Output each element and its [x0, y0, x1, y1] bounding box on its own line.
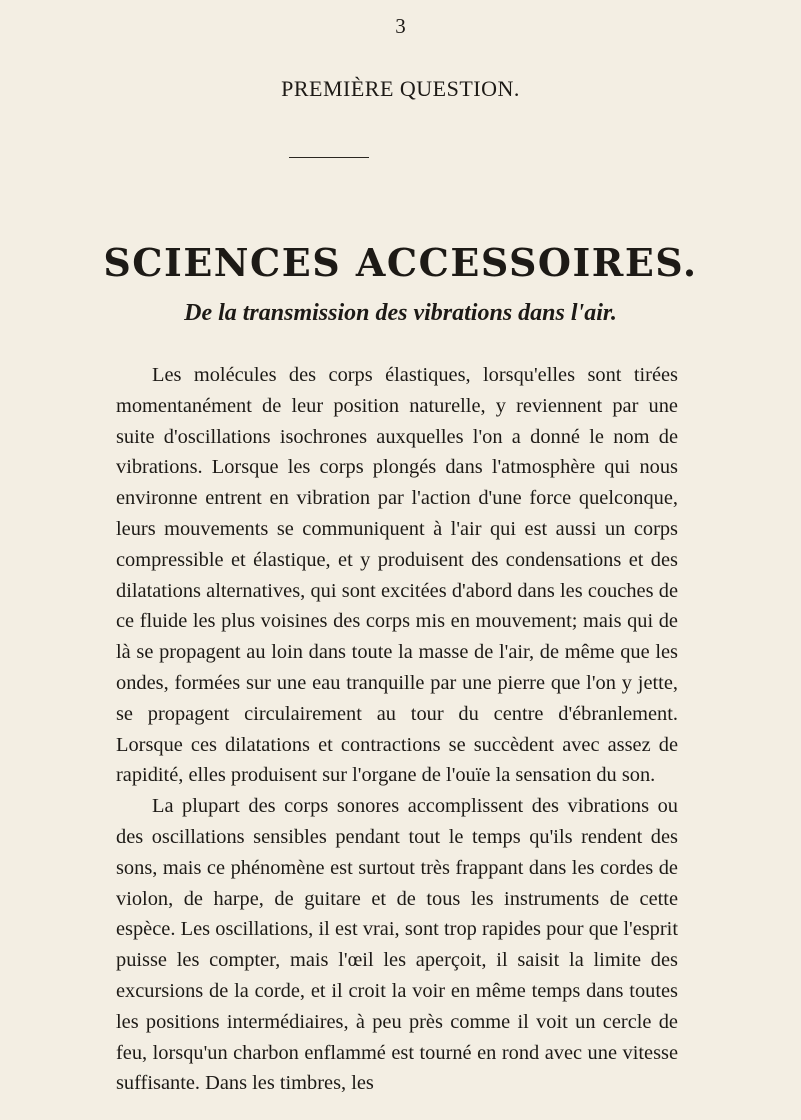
body-text — [116, 360, 678, 1099]
question-heading: PREMIÈRE QUESTION. — [281, 76, 520, 101]
page-number: 3 — [395, 14, 406, 38]
separator-rule — [289, 157, 369, 158]
paragraph: La plupart des corps sonores accomplissent des vibrations ou des oscillations sensibles pendant tout le temps qu'ils rendent des sons, mais ce phénomène est surtout très frappant dans les cordes de violon, de harpe, de guitare et de tous les instruments de cette espèce. Les oscillations, il est vrai, sont trop rapides pour que l'esprit puisse les compter, mais l'œil les aperçoit, il saisit la limite des excursions de la corde, et il croit la voir en même temps dans toutes les positions intermédiaires, à peu près comme il voit un cercle de feu, lorsqu'un charbon enflammé est tourné en rond avec une vitesse suffisante. Dans les timbres, les — [116, 795, 678, 1095]
paragraph: Les molécules des corps élastiques, lorsqu'elles sont tirées momentanément de leur position naturelle, y reviennent par une suite d'oscillations isochrones auxquelles l'on a donné le nom de vibrations. Lorsque les corps plongés dans l'atmosphère qui nous environne entrent en vibration par l'action d'une force quelconque, leurs mouvements se communiquent à l'air qui est aussi un corps compressible et élastique, et y produisent des condensations et des dilatations alternatives, qui sont excitées d'abord dans les couches de ce fluide les plus voisines des corps mis en mouvement; mais qui de là se propagent au loin dans toute la masse de l'air, de même que les ondes, formées sur une eau tranquille par une pierre que l'on y jette, se propagent circulairement au tour du centre d'ébranlement. Lorsque ces dilatations et contractions se succèdent avec assez de rapidité, elles produisent sur l'organe de l'ouïe la sensation du son. — [116, 364, 678, 787]
section-title: SCIENCES ACCESSOIRES. — [103, 240, 698, 285]
section-subtitle: De la transmission des vibrations dans l'air. — [184, 300, 617, 326]
